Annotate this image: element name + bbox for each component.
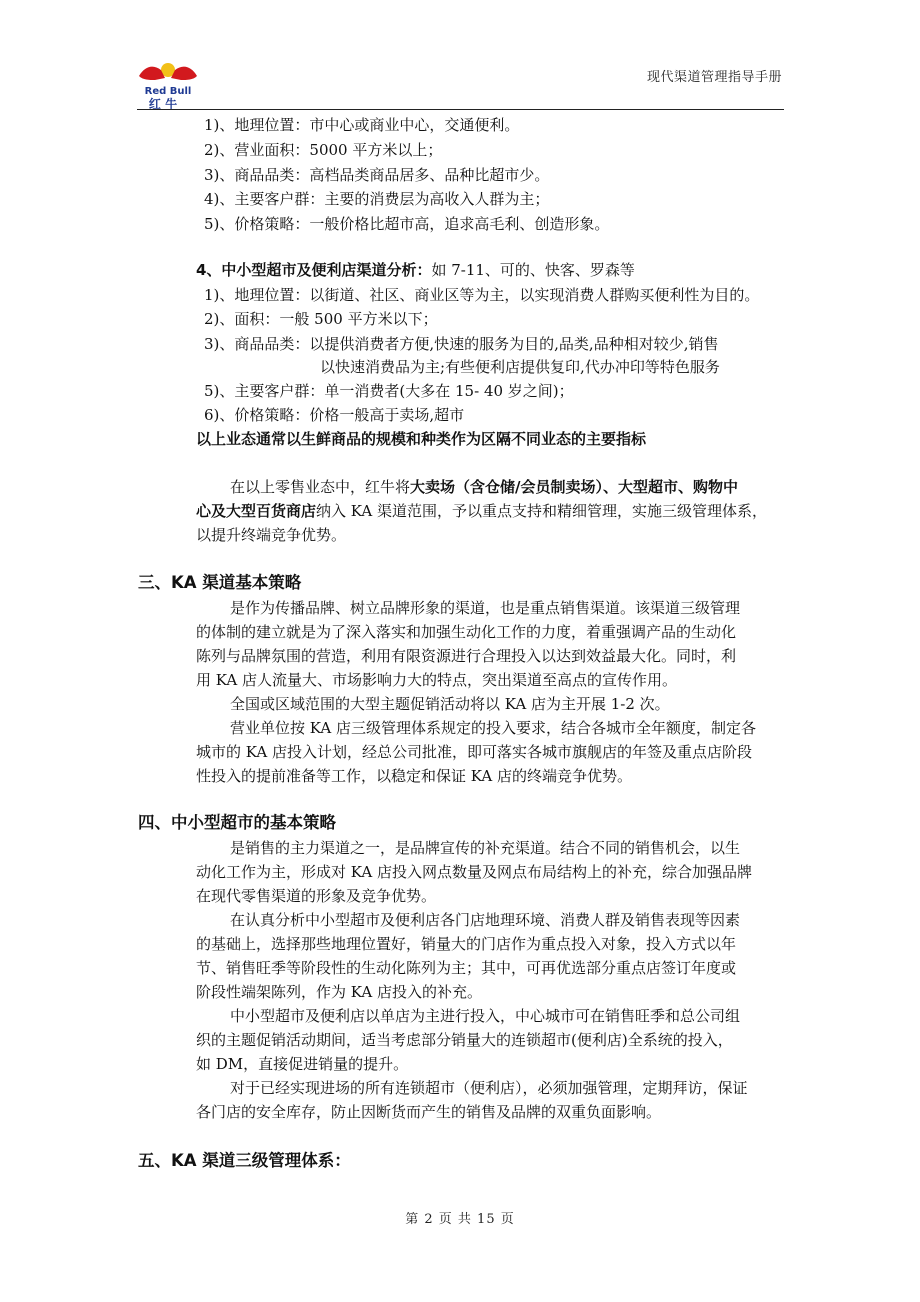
bold-segment: 心及大型百货商店 xyxy=(196,502,317,520)
paragraph-line xyxy=(196,500,767,522)
paragraph-line: 中小型超市及便利店以单店为主进行投入，中心城市可在销售旺季和总公司组 xyxy=(230,1007,741,1025)
paragraph-line: 城市的 KA 店投入计划，经总公司批准，即可落实各城市旗舰店的年签及重点店阶段 xyxy=(196,743,752,761)
paragraph-line: 各门店的安全库存，防止因断货而产生的销售及品牌的双重负面影响。 xyxy=(196,1103,662,1121)
subsection-examples: 如 7-11、可的、快客、罗森等 xyxy=(431,261,635,279)
paragraph-line: 的基础上，选择那些地理位置好，销量大的门店作为重点投入对象，投入方式以年 xyxy=(196,935,737,953)
paragraph-line: 是销售的主力渠道之一，是品牌宣传的补充渠道。结合不同的销售机会，以生 xyxy=(230,839,741,857)
text-segment: 在以上零售业态中，红牛将 xyxy=(230,478,411,496)
subsection-title: 4、中小型超市及便利店渠道分析： xyxy=(196,261,432,279)
section-heading-4: 四、中小型超市的基本策略 xyxy=(138,813,336,832)
paragraph-line: 6)、价格策略：价格一般高于卖场,超市 xyxy=(204,406,465,424)
summary-bold-line: 以上业态通常以生鲜商品的规模和种类作为区隔不同业态的主要指标 xyxy=(196,430,647,448)
paragraph-line: 5)、价格策略：一般价格比超市高，追求高毛利、创造形象。 xyxy=(204,215,610,233)
paragraph-line: 阶段性端架陈列，作为 KA 店投入的补充。 xyxy=(196,983,482,1001)
paragraph-line: 2)、营业面积：5000 平方米以上； xyxy=(204,141,443,159)
paragraph-line: 对于已经实现进场的所有连锁超市（便利店），必须加强管理，定期拜访，保证 xyxy=(230,1079,748,1097)
paragraph-line: 3)、商品品类：以提供消费者方便,快速的服务为目的,品类,品种相对较少,销售 xyxy=(204,335,719,353)
paragraph-line: 以提升终端竞争优势。 xyxy=(196,526,347,544)
paragraph-line: 1)、地理位置：市中心或商业中心，交通便利。 xyxy=(204,116,520,134)
section-heading-5: 五、KA 渠道三级管理体系： xyxy=(138,1151,351,1170)
paragraph-line: 在认真分析中小型超市及便利店各门店地理环境、消费人群及销售表现等因素 xyxy=(230,911,741,929)
paragraph-line: 1)、地理位置：以街道、社区、商业区等为主，以实现消费人群购买便利性为目的。 xyxy=(204,286,760,304)
paragraph-line: 4)、主要客户群：主要的消费层为高收入人群为主； xyxy=(204,190,550,208)
paragraph-line: 5)、主要客户群：单一消费者(大多在 15- 40 岁之间)； xyxy=(204,382,574,400)
bold-segment: 大卖场（含仓储/会员制卖场）、大型超市、购物中 xyxy=(410,478,738,496)
paragraph-line xyxy=(230,476,738,498)
paragraph-line: 陈列与品牌氛围的营造，利用有限资源进行合理投入以达到效益最大化。同时，利 xyxy=(196,647,737,665)
page-number: 第 2 页 共 15 页 xyxy=(405,1212,515,1227)
text-segment: 纳入 KA 渠道范围，予以重点支持和精细管理，实施三级管理体系， xyxy=(316,502,767,520)
paragraph-line: 节、销售旺季等阶段性的生动化陈列为主；其中，可再优选部分重点店签订年度或 xyxy=(196,959,737,977)
paragraph-line: 性投入的提前准备等工作，以稳定和保证 KA 店的终端竞争优势。 xyxy=(196,767,632,785)
paragraph-line: 用 KA 店人流量大、市场影响力大的特点，突出渠道至高点的宣传作用。 xyxy=(196,671,677,689)
header-divider xyxy=(137,109,784,110)
subsection-heading xyxy=(196,259,635,281)
paragraph-line: 以快速消费品为主;有些便利店提供复印,代办冲印等特色服务 xyxy=(320,358,720,376)
paragraph-line: 在现代零售渠道的形象及竞争优势。 xyxy=(196,887,437,905)
paragraph-line: 营业单位按 KA 店三级管理体系规定的投入要求，结合各城市全年额度，制定各 xyxy=(230,719,756,737)
header-title: 现代渠道管理指导手册 xyxy=(646,70,782,85)
section-heading-3: 三、KA 渠道基本策略 xyxy=(138,573,302,592)
paragraph-line: 的体制的建立就是为了深入落实和加强生动化工作的力度，着重强调产品的生动化 xyxy=(196,623,737,641)
logo-text-cn: 红 牛 xyxy=(148,97,178,110)
paragraph-line: 如 DM，直接促进销量的提升。 xyxy=(196,1055,409,1073)
logo-text-en: Red Bull xyxy=(144,86,192,97)
paragraph-line: 全国或区域范围的大型主题促销活动将以 KA 店为主开展 1-2 次。 xyxy=(230,695,670,713)
paragraph-line: 织的主题促销活动期间，适当考虑部分销量大的连锁超市(便利店)全系统的投入， xyxy=(196,1031,733,1049)
paragraph-line: 动化工作为主，形成对 KA 店投入网点数量及网点布局结构上的补充，综合加强品牌 xyxy=(196,863,752,881)
paragraph-line: 3)、商品品类：高档品类商品居多、品种比超市少。 xyxy=(204,166,550,184)
paragraph-line: 是作为传播品牌、树立品牌形象的渠道，也是重点销售渠道。该渠道三级管理 xyxy=(230,599,741,617)
red-bull-logo xyxy=(137,58,199,110)
paragraph-line: 2)、面积：一般 500 平方米以下； xyxy=(204,310,438,328)
